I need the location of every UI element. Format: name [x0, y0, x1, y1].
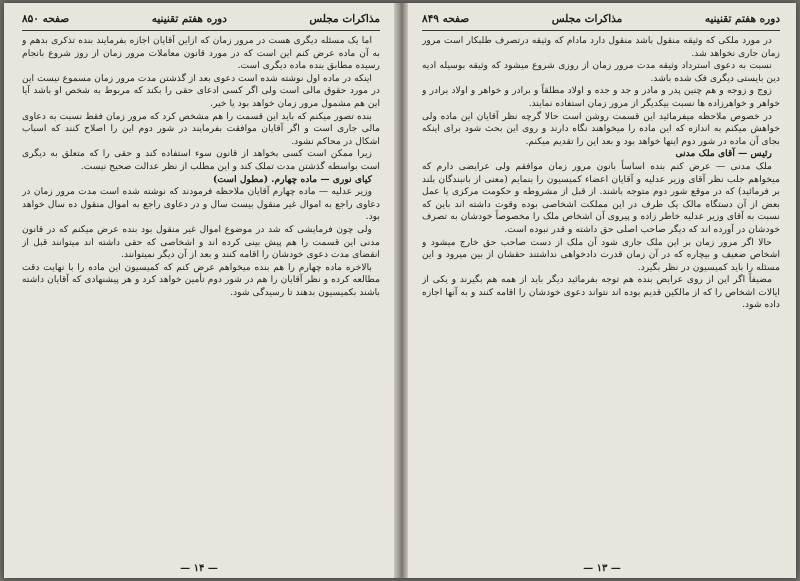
paragraph: ملک مدنی — عرض کنم بنده اساساً بانون مرور زمان موافقم ولی عرایضی دارم که میخواهم جلب نظر آقای وزیر عدلیه و آقایان اعضاء کمیسیون را بنمایم (معنی از بانبندگان بلند بر فرمائید) که در موقع شور دوم متوجه باشند. از قبل از مشروطه و حکومت مرکزی یا عمل بعض از آن دستگاه مالک یک طرف در این مملکت اشخاصی بوده وقوت داشته اند باین که نسبت به آقای وزیر عدلیه خاطر زاده و پیروی آن اشخاص ملک را مخصوصاً خودشان به تصرف خودشان در آورده اند که دیگر صاحب اصلی حق داشته و قدر نبوده است.	[422, 160, 780, 235]
speaker-line: کیای نوری — ماده چهارم. (مطول است)	[213, 173, 372, 185]
header-page-number: صفحه ۸۵۰	[22, 13, 70, 25]
paragraph: در مورد ملکی که وثیقه منقول باشد منقول دارد مادام که وثیقه درتصرف طلبکار است مرور زمان جاری نخواهد شد.	[422, 35, 780, 59]
page-header	[22, 13, 380, 31]
page-footer-number: — ۱۳ —	[583, 563, 621, 574]
paragraph: بالاخره ماده چهارم را هم بنده میخواهم عرض کنم که کمیسیون این ماده را با نهایت دقت مطالعه کرده و نظر آقایان را هم در شور دوم تأمین خواهد کرد و هر پیشنهادی که آقایان داشته باشند بکمیسیون بدهند تا رسیدگی شود.	[22, 261, 380, 298]
paragraph: اما یک مسئله دیگری هست در مرور زمان که ازاین آقایان اجازه بفرمایند بنده تذکری بدهم و به آن ماده عرض کنم این است که در مورد قانون معاملات مرور زمان از روز شروع بانجام رسیده مطابق بنده ماده دیگری است.	[22, 35, 380, 72]
paragraph: حالا اگر مرور زمان بر این ملک جاری شود آن ملک از دست صاحب حق خارج میشود و اشخاص ضعیف و بیچاره که در آن زمان قدرت دادخواهی نداشتند حقشان از بین میرود و این مسئله را باید کمیسیون در نظر بگیرد.	[422, 236, 780, 273]
paragraph: اینکه در ماده اول نوشته شده است دعوی بعد از گذشتن مدت مرور زمان مسموع نیست این در مورد حقوق مالی است ولی اگر کسی ادعای حقی را بکند که مربوط به شخص او باشد آیا این هم مشمول مرور زمان خواهد بود یا خیر.	[22, 72, 380, 109]
book-spread	[4, 3, 796, 578]
speaker-line: رئیس — آقای ملک مدنی	[675, 148, 772, 160]
right-page	[408, 3, 796, 578]
paragraph: وزیر عدلیه — ماده چهارم آقایان ملاحظه فرمودند که نوشته شده است مدت مرور زمان در دعاوی راجع به اموال غیر منقول بیست سال و در دعاوی راجع به اموال منقول ده سال خواهد بود.	[22, 186, 380, 223]
paragraph: بنده تصور میکنم که باید این قسمت را هم مشخص کرد که مرور زمان فقط نسبت به دعاوی مالی جاری است و اگر آقایان موافقت بفرمایند در شور دوم این را اصلاح کنند که اسباب اشکال در محاکم نشود.	[22, 110, 380, 147]
header-section-title: مذاکرات مجلس	[309, 13, 380, 25]
header-page-number: صفحه ۸۴۹	[422, 13, 470, 25]
page-body	[22, 35, 380, 563]
header-session-title: مذاکرات مجلس	[551, 13, 623, 25]
paragraph: زوج و زوجه و هم چنین پدر و مادر و جد و جده و اولاد مطلقاً و برادر و خواهر و اولاد برادر و خواهر و خواهرزاده ها نسبت بیکدیگر از مرور زمان استفاده نمایند.	[422, 85, 780, 109]
header-session-title: دوره هفتم تقنینیه	[151, 13, 227, 25]
header-section-title: دوره هفتم تقنینیه	[704, 13, 780, 25]
paragraph: در خصوص ملاحظه میفرمائید این قسمت روشن است حالا گرچه نظر آقایان این ماده ولی خواهش میکنم به اندازه که این ماده را میخواهند نگاه دارند و روی این بحث شود برای اینکه بجای آن ماده در شور دوم اینها خواهد بود و بعد این را تقدیم میکنم.	[422, 110, 780, 147]
page-footer-number: — ۱۴ —	[180, 563, 218, 574]
paragraph: مضیفاً اگر این از روی عرایض بنده هم توجه بفرمائید دیگر باید از همه هم بگیرند و یکی از ایالات اشخاص را که از مالکین قدیم بوده اند نتواند دعوی خودشان را اقامه کنند و به آنها اجازه داده شود.	[422, 274, 780, 311]
paragraph: نسبت به دعوی استرداد وثیقه مدت مرور زمان از روزی شروع میشود که وثیقه بوسیله ادیه دین بایستی دیگری فک شده باشد.	[422, 60, 780, 84]
book-gutter	[394, 3, 408, 578]
paragraph: زیرا ممکن است کسی بخواهد از قانون سوء استفاده کند و حقی را که متعلق به دیگری است بواسطه گذشتن مدت تملک کند و این مطلب از نظر عدالت صحیح نیست.	[22, 148, 380, 172]
page-body	[422, 35, 780, 563]
left-page	[4, 3, 394, 578]
paragraph: ولی چون فرمایشی که شد در موضوع اموال غیر منقول بود بنده عرض میکنم که در قانون مدنی این قسمت را هم پیش بینی کرده اند و اشخاصی که حقی داشته اند میتوانند قبل از انقضای مدت دعوی خودشان را اقامه کنند و بعد از آن دیگر نمیتوانند.	[22, 223, 380, 261]
page-header	[422, 13, 780, 31]
